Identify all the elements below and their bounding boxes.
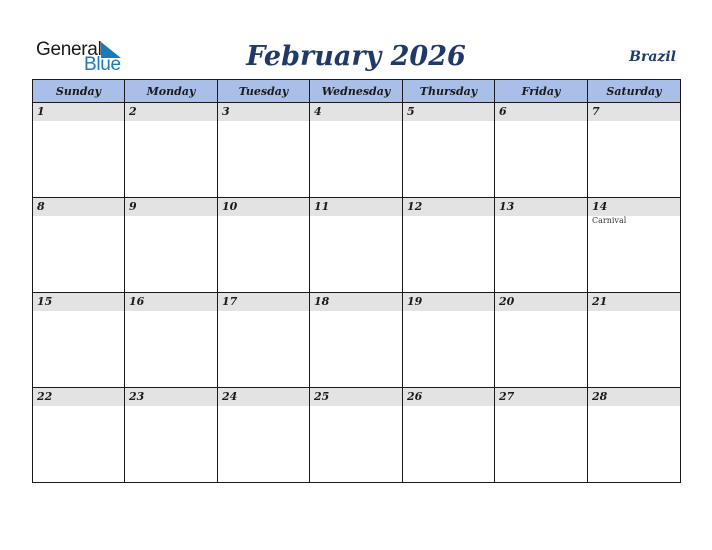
weekday-header: Wednesday [310,80,403,103]
day-number: 21 [588,293,680,311]
logo-text-blue: Blue [84,54,121,75]
day-number: 12 [403,198,494,216]
day-number: 25 [310,388,402,406]
calendar-week-row [33,388,681,483]
calendar-title: February 2026 [246,41,466,72]
calendar-day-cell[interactable] [495,388,588,483]
calendar-day-cell[interactable] [125,103,218,198]
day-number: 28 [588,388,680,406]
calendar-day-cell[interactable] [403,293,495,388]
calendar-day-cell[interactable] [33,293,125,388]
day-number: 20 [495,293,587,311]
calendar-week-row [33,198,681,293]
calendar-day-cell[interactable] [125,293,218,388]
calendar-day-cell[interactable] [218,103,310,198]
calendar-day-cell[interactable] [403,103,495,198]
logo-text-general: General [36,39,102,60]
calendar-day-cell[interactable] [403,198,495,293]
calendar-day-cell[interactable] [218,293,310,388]
weekday-header: Sunday [33,80,125,103]
day-number: 24 [218,388,309,406]
calendar-day-cell[interactable] [495,198,588,293]
weekday-header: Saturday [588,80,681,103]
weekday-header-row [33,80,681,103]
day-number: 13 [495,198,587,216]
day-number: 7 [588,103,680,121]
day-number: 15 [33,293,124,311]
day-number: 22 [33,388,124,406]
calendar-day-cell[interactable] [588,103,681,198]
weekday-header: Thursday [403,80,495,103]
day-number: 3 [218,103,309,121]
calendar-day-cell[interactable] [125,198,218,293]
calendar-day-cell[interactable] [588,293,681,388]
calendar-body [33,103,681,483]
calendar-week-row [33,293,681,388]
day-number: 14 [588,198,680,216]
calendar-day-cell[interactable] [125,388,218,483]
calendar-day-cell[interactable] [310,103,403,198]
calendar-day-cell[interactable] [495,103,588,198]
calendar-day-cell[interactable] [33,388,125,483]
day-number: 26 [403,388,494,406]
day-number: 5 [403,103,494,121]
calendar-day-cell[interactable] [310,198,403,293]
day-number: 9 [125,198,217,216]
calendar-day-cell[interactable] [218,388,310,483]
day-number: 8 [33,198,124,216]
weekday-header: Tuesday [218,80,310,103]
calendar-day-cell[interactable] [310,293,403,388]
calendar-day-cell[interactable] [588,388,681,483]
calendar-day-cell[interactable] [218,198,310,293]
day-number: 6 [495,103,587,121]
calendar-day-cell[interactable] [33,198,125,293]
country-label: Brazil [629,49,676,65]
holiday-label: Carnival [592,216,627,225]
day-number: 27 [495,388,587,406]
calendar-week-row [33,103,681,198]
day-number: 18 [310,293,402,311]
day-number: 16 [125,293,217,311]
day-number: 4 [310,103,402,121]
calendar-grid [32,79,681,483]
day-number: 17 [218,293,309,311]
day-number: 11 [310,198,402,216]
day-number: 2 [125,103,217,121]
calendar-day-cell[interactable] [495,293,588,388]
day-number: 19 [403,293,494,311]
calendar-day-cell[interactable] [588,198,681,293]
calendar-day-cell[interactable] [403,388,495,483]
calendar-day-cell[interactable] [310,388,403,483]
weekday-header: Friday [495,80,588,103]
day-number: 10 [218,198,309,216]
day-number: 23 [125,388,217,406]
weekday-header: Monday [125,80,218,103]
calendar-day-cell[interactable] [33,103,125,198]
day-number: 1 [33,103,124,121]
